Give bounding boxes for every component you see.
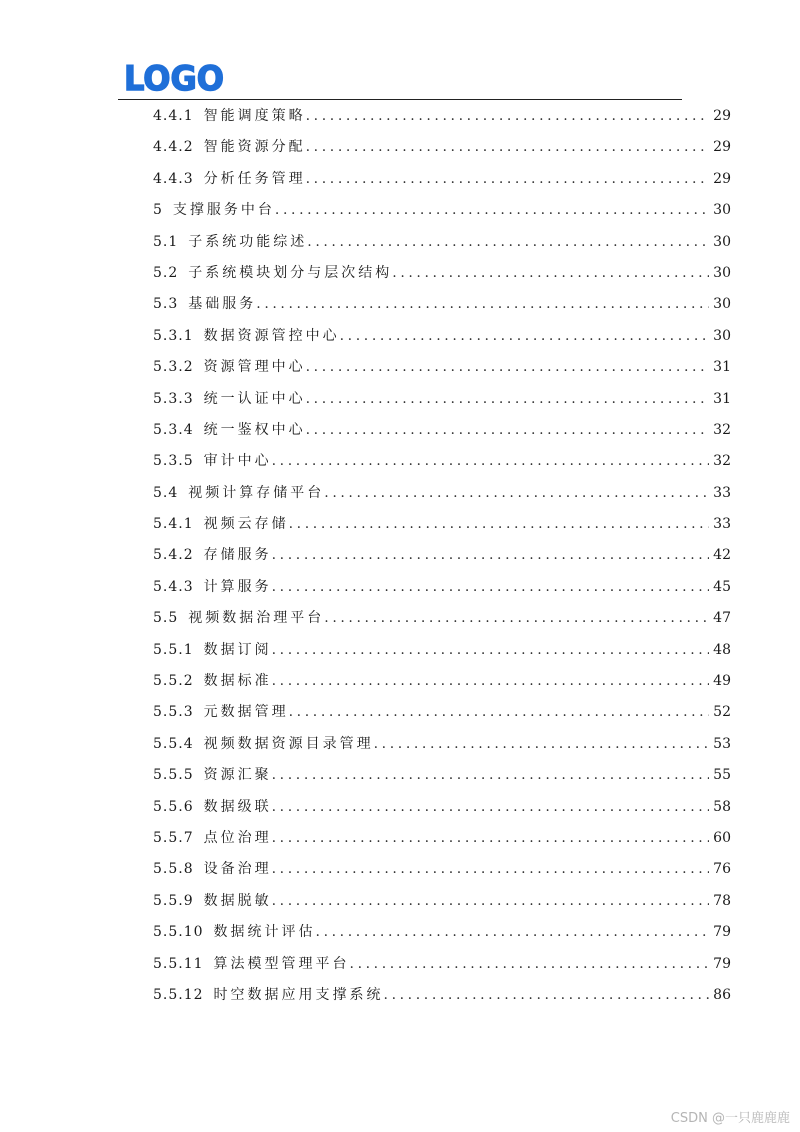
toc-entry-title: 数据资源管控中心	[203, 327, 340, 344]
toc-entry-number: 5.3.1	[153, 327, 194, 344]
toc-entry-page: 30	[713, 202, 731, 219]
toc-entry-page: 58	[713, 798, 731, 815]
toc-entry-number: 5.5.2	[153, 673, 194, 690]
toc-entry-number: 5.3.4	[153, 421, 194, 438]
toc-entry-number: 4.4.3	[153, 170, 194, 187]
toc-entry-page: 32	[713, 421, 731, 438]
logo-text: LOGO	[124, 60, 224, 94]
toc-entry-number: 5.3	[153, 296, 179, 313]
toc-entry-title: 存储服务	[203, 547, 272, 564]
toc-dot-leader	[324, 478, 709, 509]
toc-entry-title: 数据标准	[203, 673, 272, 690]
toc-dot-leader	[289, 509, 710, 540]
toc-entry-page: 86	[713, 986, 731, 1003]
toc-entry-page: 45	[713, 578, 731, 595]
toc-entry[interactable]	[153, 917, 731, 948]
toc-entry[interactable]	[153, 164, 731, 195]
toc-entry-number: 5.4.1	[153, 516, 194, 533]
toc-entry-page: 48	[713, 641, 731, 658]
toc-entry-title: 算法模型管理平台	[213, 955, 350, 972]
toc-entry-number: 5.5.5	[153, 767, 194, 784]
logo	[124, 60, 228, 98]
toc-dot-leader	[272, 540, 710, 571]
toc-entry-title: 智能调度策略	[203, 108, 306, 124]
toc-entry[interactable]	[153, 980, 731, 1011]
toc-entry-title: 时空数据应用支撑系统	[213, 986, 384, 1003]
toc-dot-leader	[272, 886, 710, 917]
toc-entry[interactable]	[153, 195, 731, 226]
toc-entry[interactable]	[153, 540, 731, 571]
header-rule	[118, 99, 682, 100]
toc-entry[interactable]	[153, 886, 731, 917]
toc-dot-leader	[306, 384, 710, 415]
toc-entry-title: 视频数据治理平台	[188, 610, 325, 627]
toc-entry-number: 5	[153, 202, 163, 219]
toc-dot-leader	[316, 917, 710, 948]
toc-entry-page: 30	[713, 233, 731, 250]
toc-dot-leader	[384, 980, 710, 1011]
toc-dot-leader	[272, 572, 710, 603]
toc-entry[interactable]	[153, 603, 731, 634]
toc-dot-leader	[272, 635, 710, 666]
toc-dot-leader	[272, 446, 710, 477]
toc-entry-number: 5.5.10	[153, 924, 204, 941]
toc-entry[interactable]	[153, 729, 731, 760]
toc-entry-title: 视频数据资源目录管理	[203, 735, 374, 752]
toc-entry[interactable]	[153, 854, 731, 885]
toc-entry-number: 5.5.7	[153, 829, 194, 846]
toc-entry[interactable]	[153, 101, 731, 132]
toc-entry-title: 子系统功能综述	[188, 233, 308, 250]
toc-entry-title: 资源管理中心	[203, 359, 306, 376]
toc-entry-page: 33	[713, 516, 731, 533]
toc-entry-number: 5.5.8	[153, 861, 194, 878]
toc-entry-title: 审计中心	[203, 453, 272, 470]
toc-entry[interactable]	[153, 132, 731, 163]
toc-entry[interactable]	[153, 760, 731, 791]
toc-dot-leader	[307, 227, 709, 258]
toc-entry-number: 5.5.12	[153, 986, 204, 1003]
toc-entry-page: 31	[713, 359, 731, 376]
toc-entry[interactable]	[153, 949, 731, 980]
toc-entry[interactable]	[153, 572, 731, 603]
toc-entry-page: 32	[713, 453, 731, 470]
toc-entry[interactable]	[153, 227, 731, 258]
toc-entry-page: 30	[713, 264, 731, 281]
toc-entry-number: 4.4.1	[153, 108, 194, 124]
toc-entry-page: 31	[713, 390, 731, 407]
toc-entry-page: 76	[713, 861, 731, 878]
toc-entry-title: 设备治理	[203, 861, 272, 878]
toc-entry[interactable]	[153, 321, 731, 352]
toc-entry[interactable]	[153, 352, 731, 383]
toc-entry[interactable]	[153, 384, 731, 415]
toc-dot-leader	[256, 289, 709, 320]
toc-entry[interactable]	[153, 509, 731, 540]
toc-dot-leader	[306, 132, 710, 163]
toc-dot-leader	[324, 603, 709, 634]
toc-entry-number: 5.3.5	[153, 453, 194, 470]
toc-dot-leader	[272, 792, 710, 823]
toc-dot-leader	[289, 697, 710, 728]
toc-entry-title: 数据订阅	[203, 641, 272, 658]
toc-entry-number: 5.5.6	[153, 798, 194, 815]
toc-entry-title: 数据级联	[203, 798, 272, 815]
toc-entry-title: 视频云存储	[203, 516, 289, 533]
toc-entry-number: 4.4.2	[153, 139, 194, 156]
toc-entry[interactable]	[153, 697, 731, 728]
toc-entry[interactable]	[153, 792, 731, 823]
toc-entry-number: 5.4.2	[153, 547, 194, 564]
toc-entry-title: 资源汇聚	[203, 767, 272, 784]
toc-entry-number: 5.5.11	[153, 955, 204, 972]
toc-entry-page: 78	[713, 892, 731, 909]
toc-dot-leader	[306, 101, 710, 132]
toc-entry-number: 5.5.9	[153, 892, 194, 909]
toc-entry-number: 5.4.3	[153, 578, 194, 595]
toc-entry-number: 5.3.2	[153, 359, 194, 376]
toc-entry-number: 5.1	[153, 233, 179, 250]
toc-dot-leader	[392, 258, 709, 289]
toc-entry-page: 30	[713, 296, 731, 313]
watermark: CSDN @一只鹿鹿鹿	[670, 1111, 790, 1126]
toc-entry-page: 29	[713, 108, 731, 124]
toc-entry-page: 60	[713, 829, 731, 846]
toc-entry-number: 5.5.1	[153, 641, 194, 658]
toc-dot-leader	[374, 729, 710, 760]
toc-entry-number: 5.3.3	[153, 390, 194, 407]
toc-entry-page: 29	[713, 170, 731, 187]
toc-entry-title: 支撑服务中台	[172, 202, 275, 219]
toc-entry-page: 30	[713, 327, 731, 344]
toc-entry-title: 基础服务	[188, 296, 257, 313]
toc-entry-number: 5.4	[153, 484, 179, 501]
toc-entry-page: 49	[713, 673, 731, 690]
toc-dot-leader	[306, 164, 710, 195]
toc-dot-leader	[340, 321, 710, 352]
toc-dot-leader	[272, 854, 710, 885]
toc-entry-title: 统一鉴权中心	[203, 421, 306, 438]
toc-entry-page: 42	[713, 547, 731, 564]
toc-entry-page: 53	[713, 735, 731, 752]
toc-entry[interactable]	[153, 415, 731, 446]
toc-entry-page: 79	[713, 955, 731, 972]
toc-entry[interactable]	[153, 823, 731, 854]
toc-dot-leader	[275, 195, 709, 226]
toc-entry-page: 29	[713, 139, 731, 156]
toc-entry-title: 数据统计评估	[213, 924, 316, 941]
toc-entry-title: 统一认证中心	[203, 390, 306, 407]
toc-dot-leader	[272, 666, 710, 697]
toc-entry-title: 点位治理	[203, 829, 272, 846]
toc-dot-leader	[306, 415, 710, 446]
toc-dot-leader	[306, 352, 710, 383]
toc-entry-page: 52	[713, 704, 731, 721]
toc-entry[interactable]	[153, 478, 731, 509]
toc-dot-leader	[272, 760, 710, 791]
toc-dot-leader	[350, 949, 710, 980]
toc-entry-title: 元数据管理	[203, 704, 289, 721]
toc-entry[interactable]	[153, 446, 731, 477]
table-of-contents	[153, 101, 731, 1011]
toc-entry-page: 47	[713, 610, 731, 627]
toc-entry-title: 分析任务管理	[203, 170, 306, 187]
toc-entry-number: 5.5.4	[153, 735, 194, 752]
toc-entry-title: 计算服务	[203, 578, 272, 595]
toc-entry[interactable]	[153, 666, 731, 697]
toc-entry-number: 5.5	[153, 610, 179, 627]
toc-entry[interactable]	[153, 289, 731, 320]
toc-entry-number: 5.2	[153, 264, 179, 281]
toc-entry-title: 视频计算存储平台	[188, 484, 325, 501]
toc-entry-page: 33	[713, 484, 731, 501]
toc-entry[interactable]	[153, 635, 731, 666]
toc-entry-title: 数据脱敏	[203, 892, 272, 909]
toc-entry-number: 5.5.3	[153, 704, 194, 721]
toc-dot-leader	[272, 823, 710, 854]
toc-entry-page: 79	[713, 924, 731, 941]
toc-entry-title: 智能资源分配	[203, 139, 306, 156]
toc-entry-title: 子系统模块划分与层次结构	[188, 264, 393, 281]
toc-entry-page: 55	[713, 767, 731, 784]
toc-entry[interactable]	[153, 258, 731, 289]
